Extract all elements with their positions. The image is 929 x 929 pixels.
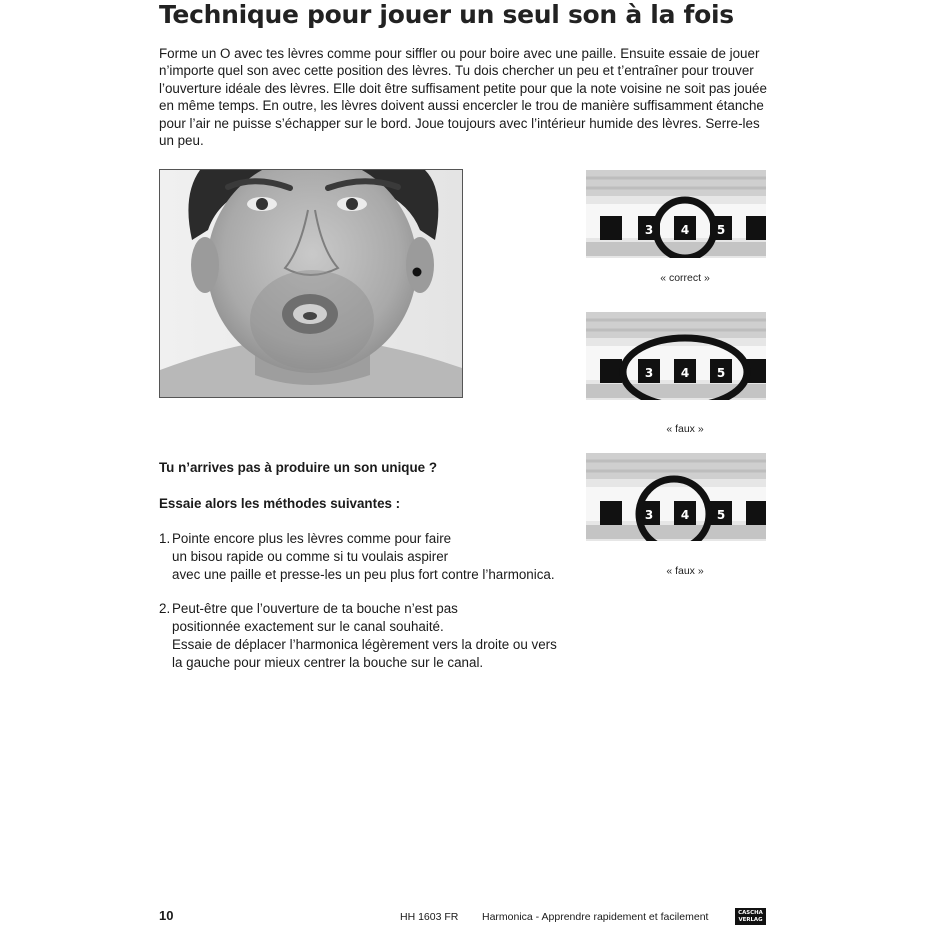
intro-line: l’ouverture idéale des lèvres. Elle doit être suffisament petite pour que la note voisine ne soit pas jouée <box>159 80 767 96</box>
intro-line: un peu. <box>159 133 204 149</box>
harmonica-wrong-wide <box>586 312 766 400</box>
harmonica-diagram <box>586 453 766 541</box>
step-line: Pointe encore plus les lèvres comme pour faire <box>172 531 452 546</box>
intro-line: en même temps. En outre, les lèvres doivent aussi encercler le trou de manière suffisamment étanche <box>159 98 764 114</box>
step-number: 1. <box>159 531 171 546</box>
publisher-logo <box>735 908 766 925</box>
harmonica-diagram <box>586 312 766 400</box>
hole-4-label: 4 <box>680 366 690 380</box>
hole-3-label: 3 <box>644 508 654 522</box>
caption-wrong-wide: « faux » <box>666 423 704 435</box>
methods-heading: Essaie alors les méthodes suivantes : <box>159 496 401 511</box>
page-number: 10 <box>159 908 174 923</box>
hole-5-label: 5 <box>716 223 726 237</box>
logo-line: CASCHA <box>738 910 763 916</box>
hole-4-label: 4 <box>680 508 690 522</box>
harmonica-diagram <box>586 170 766 258</box>
face-photo <box>159 169 463 398</box>
page-title: Technique pour jouer un seul son à la fois <box>159 0 734 29</box>
hole-3-label: 3 <box>644 366 654 380</box>
hole-4-label: 4 <box>680 223 690 237</box>
hole-5-label: 5 <box>716 366 726 380</box>
logo-line: VERLAG <box>738 916 763 923</box>
step-line: la gauche pour mieux centrer la bouche sur le canal. <box>172 655 484 670</box>
step-line: positionnée exactement sur le canal souhaité. <box>172 619 444 634</box>
book-title: Harmonica - Apprendre rapidement et facilement <box>482 911 709 923</box>
caption-wrong-offcenter: « faux » <box>666 565 704 577</box>
hole-5-label: 5 <box>716 508 726 522</box>
product-code: HH 1603 FR <box>400 911 459 923</box>
question-heading: Tu n’arrives pas à produire un son unique ? <box>159 460 438 475</box>
caption-correct: « correct » <box>660 272 710 284</box>
face-illustration <box>160 170 462 397</box>
intro-paragraph <box>159 45 771 149</box>
harmonica-wrong-offcenter <box>586 453 766 541</box>
hole-3-label: 3 <box>644 223 654 237</box>
harmonica-correct <box>586 170 766 258</box>
intro-line: n’importe quel son avec cette position des lèvres. Tu dois chercher un peu et t’entraîner pour trouver <box>159 63 754 79</box>
step-line: Peut-être que l’ouverture de ta bouche n’est pas <box>172 601 458 616</box>
methods-list <box>159 530 579 688</box>
list-item <box>159 600 579 672</box>
intro-line: Forme un O avec tes lèvres comme pour siffler ou pour boire avec une paille. Ensuite essaie de jouer <box>159 46 760 61</box>
list-item <box>159 530 579 584</box>
step-line: avec une paille et presse-les un peu plus fort contre l’harmonica. <box>172 567 555 582</box>
step-line: un bisou rapide ou comme si tu voulais aspirer <box>172 549 449 564</box>
step-number: 2. <box>159 601 171 616</box>
intro-line: pour l’air ne puisse s’échapper sur le bord. Joue toujours avec l’intérieur humide des lèvres. Serre-les <box>159 115 760 131</box>
step-line: Essaie de déplacer l’harmonica légèrement vers la droite ou vers <box>172 637 557 652</box>
